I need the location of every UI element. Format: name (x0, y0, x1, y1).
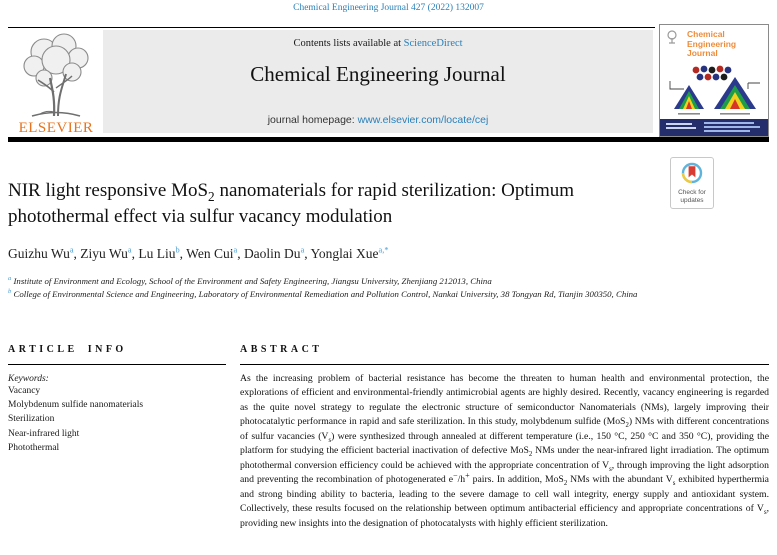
keyword: Sterilization (8, 414, 55, 425)
homepage-line (103, 114, 653, 126)
crossmark-icon (681, 162, 703, 184)
affiliation-a: $^a$ Institute of Environment and Ecology, School of the Environment and Safety Engineering, Jiangsu University, Zhenjiang 212013, China (8, 275, 492, 286)
journal-banner (103, 30, 653, 133)
check-for-updates-badge[interactable] (670, 157, 714, 209)
journal-cover-thumbnail[interactable] (659, 24, 769, 137)
keyword: Vacancy (8, 386, 41, 396)
article-info-heading: ARTICLE INFO (8, 344, 127, 355)
keyword: Near-infrared light (8, 428, 80, 439)
abstract-section (240, 344, 769, 531)
elsevier-wordmark: ELSEVIER (18, 120, 94, 136)
contents-text: Contents lists available at (293, 38, 404, 49)
article-info-section (8, 344, 226, 455)
journal-citation: Chemical Engineering Journal 427 (2022) 132007 (293, 3, 484, 13)
elsevier-logo[interactable] (10, 30, 102, 140)
abstract-heading: ABSTRACT (240, 344, 323, 355)
journal-homepage-link[interactable]: www.elsevier.com/locate/cej (357, 114, 489, 126)
sciencedirect-link[interactable]: ScienceDirect (403, 38, 463, 49)
header-divider-bar (8, 137, 769, 142)
contents-line (103, 38, 653, 49)
keywords-label: Keywords: (8, 374, 49, 384)
article-title: NIR light responsive MoS$_2$ nanomaterials for rapid sterilization: Optimum photothermal effect via sulfur vacancy modulation (8, 180, 575, 227)
cover-journal-title: Chemical Engineering Journal (687, 29, 737, 58)
keyword: Molybdenum sulfide nanomaterials (8, 400, 144, 411)
affiliation-b: $^b$ College of Environmental Science and Engineering, Laboratory of Environmental Remediation and Pollution Control, Nankai University, 38 Tongyan Rd, Tianjin 300350, China (8, 287, 638, 299)
abstract-rule (240, 364, 769, 365)
author-list: Guizhu Wu$^a$, Ziyu Wu$^a$, Lu Liu$^b$, Wen Cui$^a$, Daolin Du$^a$, Yonglai Xue$^{a,*}$ (8, 245, 389, 261)
check-for-updates-label: Check for updates (678, 189, 706, 204)
cover-elsevier-mark-icon (666, 30, 678, 44)
keywords-list (8, 384, 226, 455)
header-top-rule (8, 27, 655, 28)
homepage-label: journal homepage: (267, 114, 358, 126)
elsevier-tree-icon (14, 30, 98, 118)
affiliations (8, 275, 670, 300)
cover-molecule-art (662, 63, 766, 119)
journal-title: Chemical Engineering Journal (250, 62, 506, 86)
article-info-rule (8, 364, 226, 365)
rainbow-peak-right (714, 77, 756, 109)
cover-footer-band (660, 119, 768, 136)
keyword: Photothermal (8, 442, 60, 453)
abstract-text: As the increasing problem of bacterial resistance has become the threaten to human health and environmental protection, the explorations of efficient and environmental-friendly antimicrobial agents are highly desired. Recently, vacancy engineering is regarded as the quite novel strategy to regulate the electronic structure of semiconductor Nanomaterials (NMs), largely improving their photocatalytic performance in rapid and safe sterilization. In this study, molybdenum sulfide (MoS$_2$) NMs with different concentrations of sulfur vacancies $(V_s)$ were synthesized through annealed at different temperature (i.e., 150 °C, 250 °C and 350 °C), providing the platform for studying the efficient bacterial inactivation of defective MoS$_2$ NMs under the near-infrared light irradiation. The optimum photothermal conversion efficiency could be achieved with the appropriate concentration of $V_s$, through improving the light adsorption and preventing the recombination of photogenerated e−/h+ pairs. In addition, MoS$_2$ NMs with the abundant $V_s$ exhibited hyperthermia and strong binding ability to bacteria, leading to the severe damage to cell wall integrity, energy supply and antioxidant system. Collectively, these results focused on the relationship between optimum antibacterial efficiency and appropriate concentrations of $V_s$, providing new insights into the designation of photocatalysts with highly efficient sterilization. (240, 373, 769, 529)
